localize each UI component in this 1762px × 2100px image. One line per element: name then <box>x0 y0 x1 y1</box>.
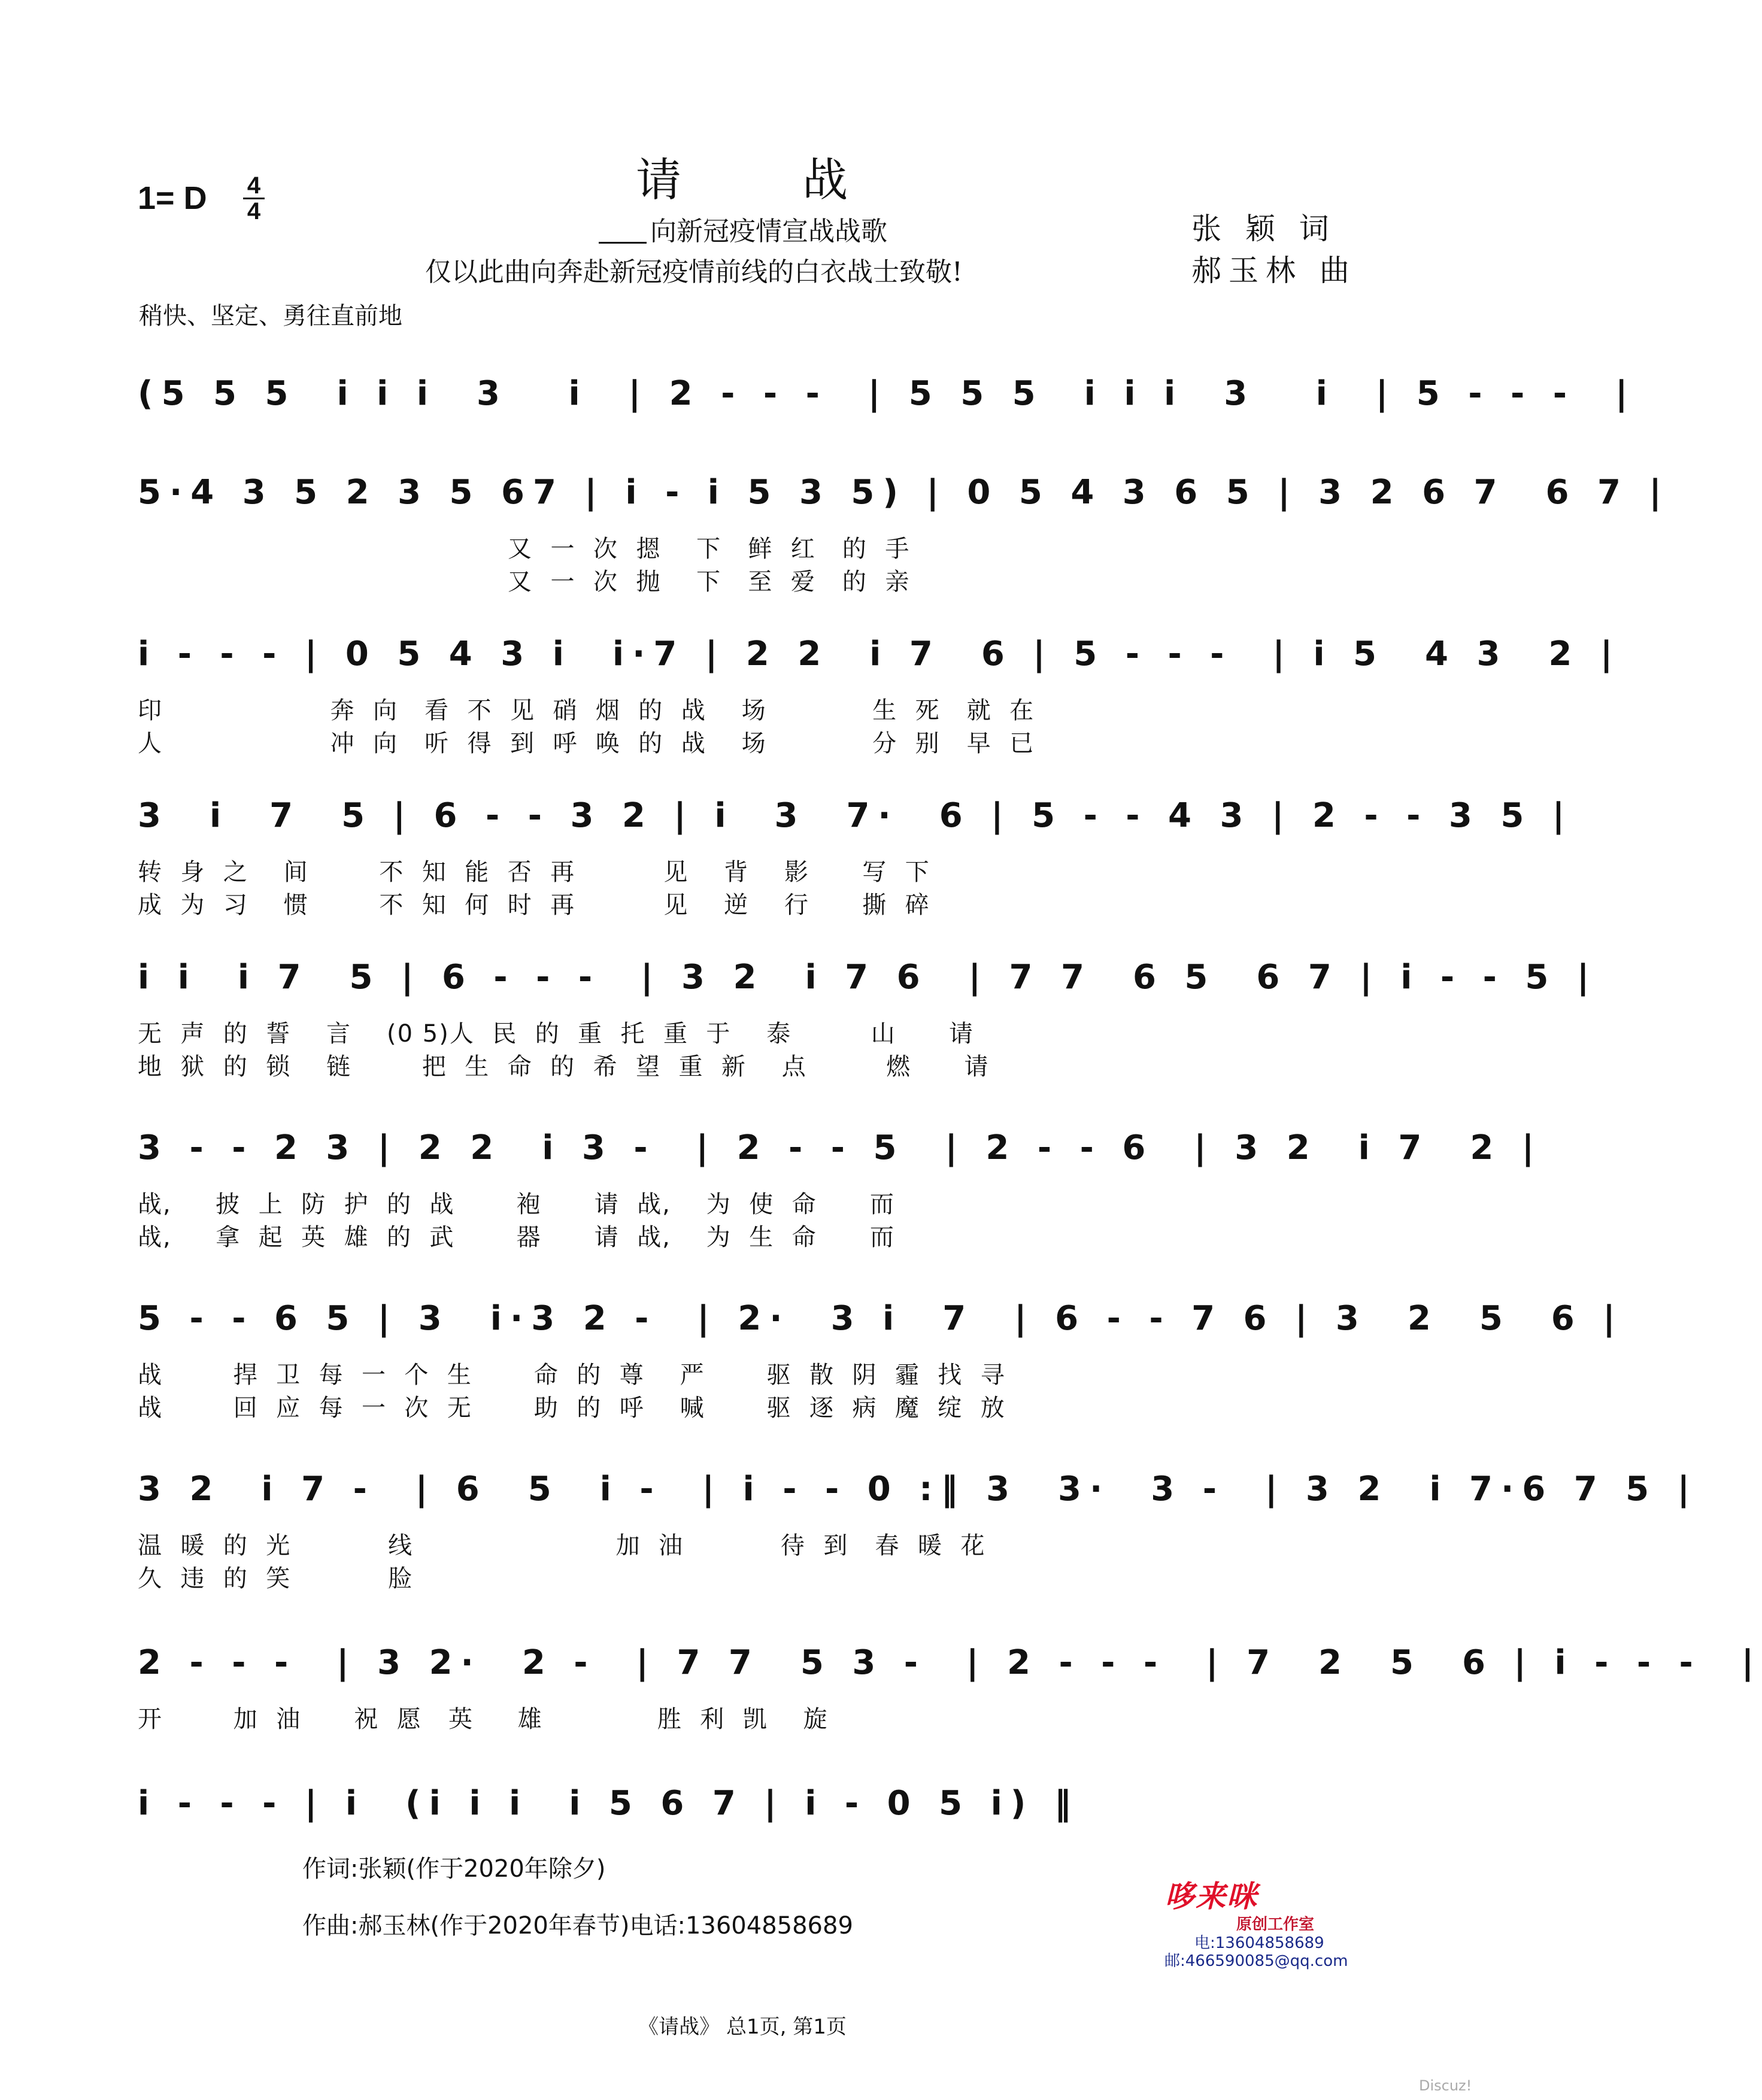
lyrics-verse-2: 战, 拿 起 英 雄 的 武 器 请 战, 为 生 命 而 <box>138 1224 895 1251</box>
song-title <box>0 144 1485 209</box>
lyrics-verse-2: 战 回 应 每 一 次 无 助 的 呼 喊 驱 逐 病 魔 绽 放 <box>138 1394 1006 1422</box>
lyrics-verse-1: 战 捍 卫 每 一 个 生 命 的 尊 严 驱 散 阴 霾 找 寻 <box>138 1361 1006 1389</box>
notation-line: 3 2 i 7 - | 6 5 i - | i - - 0 :‖ 3 3· 3 - | 3 2 i 7·6 7 5 | <box>138 1470 1699 1509</box>
composer-credit: 郝玉林 曲 <box>1191 253 1357 288</box>
time-signature-top: 4 <box>247 172 261 199</box>
title-char-1: 请 <box>636 153 683 207</box>
notation-line: (5 5 5 i i i 3 i | 2 - - - | 5 5 5 i i i 3 i | 5 - - - | <box>138 374 1636 413</box>
lyrics-verse-1: 印 奔 向 看 不 见 硝 烟 的 战 场 生 死 就 在 <box>138 697 1035 724</box>
brand-phone: 电:13604858689 <box>1194 1934 1324 1952</box>
subtitle <box>599 210 887 248</box>
dedication: 仅以此曲向奔赴新冠疫情前线的白衣战士致敬! <box>425 257 963 287</box>
lyrics-credit-note: 作词:张颖(作于2020年除夕) <box>302 1855 606 1883</box>
lyrics-verse-2: 人 冲 向 听 得 到 呼 唤 的 战 场 分 别 早 已 <box>138 730 1035 757</box>
lyrics-verse-1: 战, 披 上 防 护 的 战 袍 请 战, 为 使 命 而 <box>138 1191 895 1218</box>
notation-line: 3 - - 2 3 | 2 2 i 3 - | 2 - - 5 | 2 - - 6 | 3 2 i 7 2 | <box>138 1128 1543 1167</box>
notation-line: 2 - - - | 3 2· 2 - | 7 7 5 3 - | 2 - - - | 7 2 5 6 | i - - - | <box>138 1643 1762 1682</box>
key-label: 1= D <box>138 180 207 216</box>
music-credit-note: 作曲:郝玉林(作于2020年春节)电话:13604858689 <box>302 1912 853 1940</box>
lyrics-verse-1: 开 加 油 祝 愿 英 雄 胜 利 凯 旋 <box>138 1706 829 1733</box>
lyrics-verse-2: 地 狱 的 锁 链 把 生 命 的 希 望 重 新 点 燃 请 <box>138 1053 990 1081</box>
brand-studio-name: 原创工作室 <box>1236 1916 1315 1934</box>
subtitle-text: 向新冠疫情宣战战歌 <box>650 216 887 247</box>
title-char-2: 战 <box>802 153 849 207</box>
lyrics-verse-1: 又 一 次 摁 下 鲜 红 的 手 <box>138 535 911 563</box>
lyrics-verse-2: 又 一 次 抛 下 至 爱 的 亲 <box>138 568 911 596</box>
notation-line: 5·4 3 5 2 3 5 67 | i - i 5 3 5) | 0 5 4 3 6 5 | 3 2 6 7 6 7 | <box>138 473 1670 512</box>
notation-line: i i i 7 5 | 6 - - - | 3 2 i 7 6 | 7 7 6 5 6 7 | i - - 5 | <box>138 958 1598 997</box>
notation-line: i - - - | 0 5 4 3 i i·7 | 2 2 i 7 6 | 5 - - - | i 5 4 3 2 | <box>138 635 1621 673</box>
lyrics-verse-2: 成 为 习 惯 不 知 何 时 再 见 逆 行 撕 碎 <box>138 891 930 919</box>
lyrics-verse-2: 久 违 的 笑 脸 <box>138 1565 414 1592</box>
studio-brand <box>1164 1873 1348 1970</box>
notation-line: 3 i 7 5 | 6 - - 3 2 | i 3 7· 6 | 5 - - 4 3 | 2 - - 3 5 | <box>138 796 1573 835</box>
lyricist-credit: 张 颖 词 <box>1191 211 1336 246</box>
time-signature-bottom: 4 <box>247 198 261 224</box>
brand-email: 邮:466590085@qq.com <box>1164 1952 1348 1970</box>
tempo-marking: 稍快、坚定、勇往直前地 <box>139 302 402 330</box>
brand-logo: 哆来咪 <box>1164 1879 1258 1914</box>
lyrics-verse-1: 无 声 的 誓 言 (0 5)人 民 的 重 托 重 于 泰 山 请 <box>138 1020 974 1048</box>
notation-line: i - - - | i (i i i i 5 6 7 | i - 0 5 i) ‖ <box>138 1784 1079 1823</box>
notation-line: 5 - - 6 5 | 3 i·3 2 - | 2· 3 i 7 | 6 - - 7 6 | 3 2 5 6 | <box>138 1299 1624 1338</box>
watermark: Discuz! <box>1419 2077 1472 2094</box>
lyrics-verse-1: 温 暖 的 光 线 加 油 待 到 春 暖 花 <box>138 1532 986 1559</box>
lyrics-verse-1: 转 身 之 间 不 知 能 否 再 见 背 影 写 下 <box>138 858 930 886</box>
page-number: 《请战》 总1页, 第1页 <box>638 2015 847 2039</box>
